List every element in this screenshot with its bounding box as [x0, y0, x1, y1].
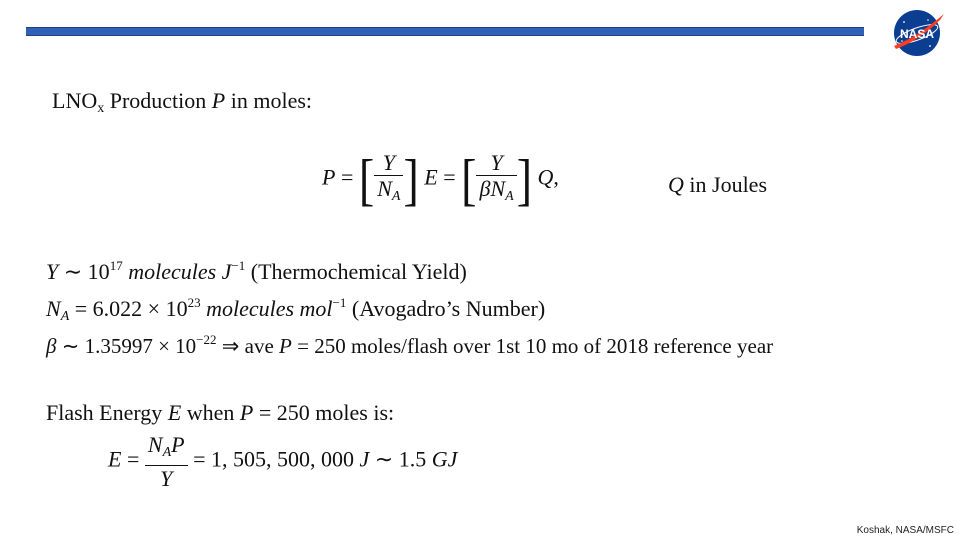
title-rule-bar	[26, 27, 864, 36]
nasa-logo-icon	[890, 8, 946, 58]
footer-credit: Koshak, NASA/MSFC	[856, 525, 954, 536]
yield-definition: Y ∼ $10^{17}$ molecules $J^{-1}$ (Thermochemical Yield)	[46, 258, 467, 284]
production-equation: P = [ $\frac{Y}{N_A}$ ] E = [ $\frac{Y}{\beta N_A}$ ] Q,	[322, 147, 559, 211]
beta-definition: β ∼ $1.35997 \times 10^{-22}$ ⇒ ave P = 250 moles/flash over 1st 10 mo of 2018 reference year	[46, 332, 774, 358]
avogadro-definition: $N_A = 6.022 \times 10^{23}$ molecules mol$^{-1}$ (Avogadro’s Number)	[46, 295, 546, 324]
svg-text:NASA: NASA	[899, 27, 935, 41]
flash-energy-equation: E = $\frac{N_AP}{Y}$ = 1, 505, 500, 000 J ∼ 1.5 GJ	[108, 432, 458, 491]
q-units-note: Q in Joules	[668, 172, 768, 197]
section-heading: $LNO_x$ Production P in moles:	[52, 88, 313, 116]
flash-energy-heading: Flash Energy E when P = 250 moles is:	[46, 400, 395, 425]
